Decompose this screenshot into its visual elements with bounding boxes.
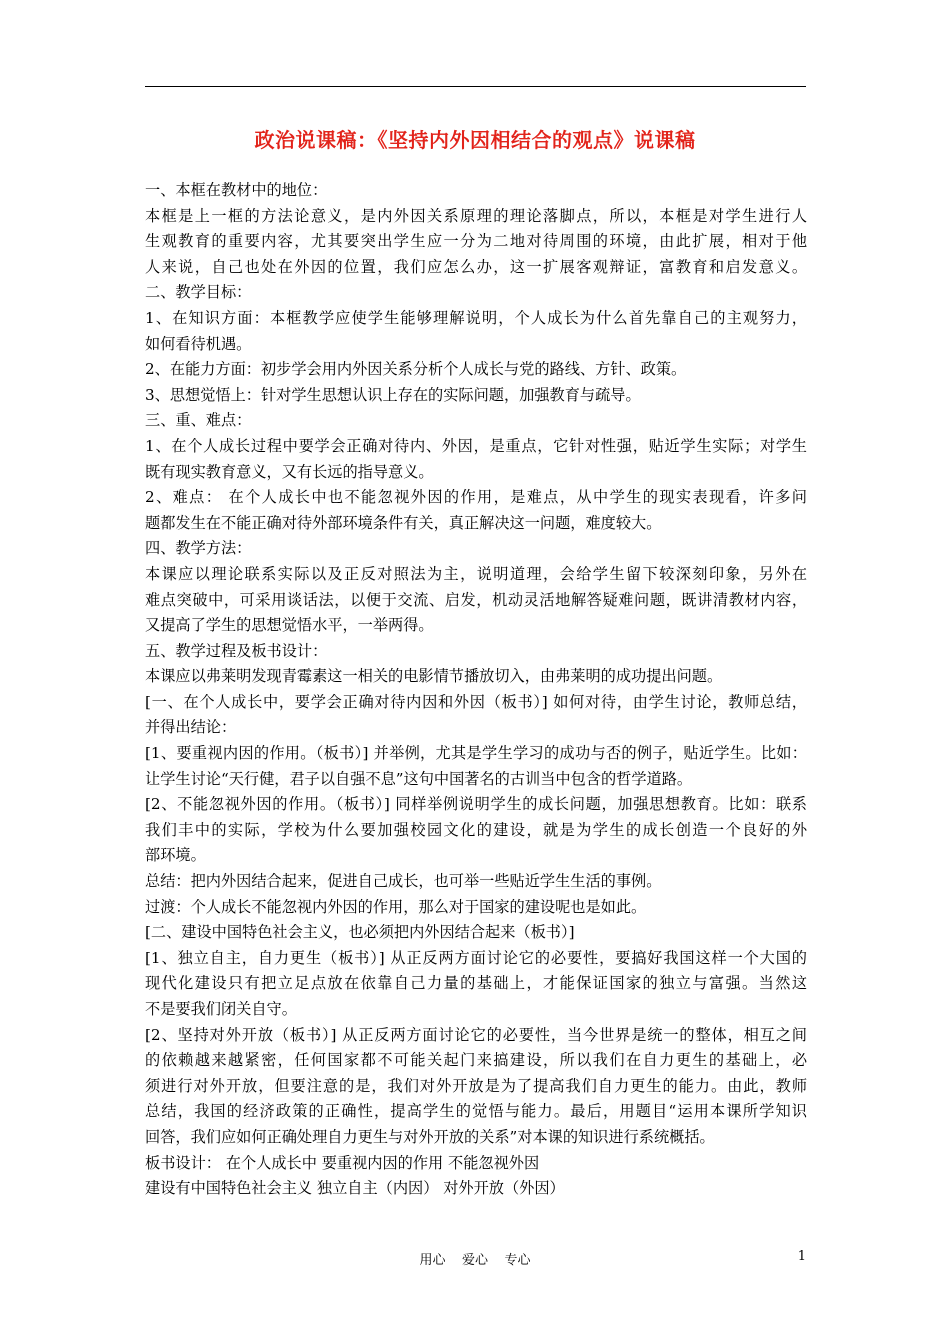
text-line: 本课应以弗莱明发现青霉素这一相关的电影情节播放切入，由弗莱明的成功提出问题。 (145, 667, 723, 686)
text-line: 板书设计： 在个人成长中 要重视内因的作用 不能忽视外因 (145, 1153, 540, 1172)
footer-motto: 用心 爱心 专心 (419, 1253, 531, 1268)
text-line: 又提高了学生的思想觉悟水平，一举两得。 (145, 616, 434, 635)
text-line: 一、本框在教材中的地位： (145, 181, 328, 199)
text-line: 生观教育的重要内容，尤其要突出学生应一分为二地对待周围的环境，由此扩展，相对于他 (145, 232, 807, 251)
text-line: 如何看待机遇。 (145, 334, 252, 353)
text-line: [一、在个人成长中，要学会正确对待内因和外因（板书）] 如何对待，由学生讨论，教师总结， (145, 692, 807, 711)
text-line: [1、要重视内因的作用。（板书）] 并举例，尤其是学生学习的成功与否的例子，贴近学生。比如： (145, 744, 807, 763)
text-line: [2、坚持对外开放（板书）] 从正反两方面讨论它的必要性，当今世界是统一的整体，相互之间 (145, 1025, 807, 1044)
text-line: 1、在个人成长过程中要学会正确对待内、外因，是重点，它针对性强，贴近学生实际；对学生 (145, 436, 807, 455)
text-line: 二、教学目标： (145, 283, 252, 302)
text-line: [2、不能忽视外因的作用。（板书）] 同样举例说明学生的成长问题，加强思想教育。比如：联系 (145, 795, 807, 814)
text-line: 本课应以理论联系实际以及正反对照法为主，说明道理，会给学生留下较深刻印象，另外在 (145, 564, 807, 583)
text-line: 部环境。 (145, 846, 206, 865)
text-line: 总结：把内外因结合起来，促进自己成长，也可举一些贴近学生生活的事例。 (145, 872, 662, 891)
text-line: 2、在能力方面：初步学会用内外因关系分析个人成长与党的路线、方针、政策。 (145, 360, 687, 379)
document-title: 政治说课稿：《坚持内外因相结合的观点》说课稿 (254, 128, 696, 152)
text-line: 四、教学方法： (145, 539, 252, 558)
text-line: 三、重、难点： (145, 411, 252, 430)
page-number: 1 (797, 1249, 806, 1264)
text-line: 现代化建设只有把立足点放在依靠自己力量的基础上，才能保证国家的独立与富强。当然这 (145, 974, 807, 993)
text-line: 1、在知识方面：本框教学应使学生能够理解说明，个人成长为什么首先靠自己的主观努力， (145, 308, 807, 327)
header-rule (145, 86, 806, 87)
text-line: [二、建设中国特色社会主义，也必须把内外因结合起来（板书）] (145, 923, 575, 942)
text-line: 题都发生在不能正确对待外部环境条件有关，真正解决这一问题，难度较大。 (145, 513, 662, 532)
text-line: 2、难点： 在个人成长中也不能忽视外因的作用，是难点，从中学生的现实表现看，许多问 (145, 488, 807, 507)
text-line: 本框是上一框的方法论意义，是内外因关系原理的理论落脚点，所以，本框是对学生进行人 (145, 206, 807, 225)
text-line: 建设有中国特色社会主义 独立自主（内因） 对外开放（外因） (145, 1179, 565, 1198)
text-line: 不是要我们闭关自守。 (145, 1000, 297, 1018)
text-line: 过渡：个人成长不能忽视内外因的作用，那么对于国家的建设呢也是如此。 (145, 897, 647, 916)
text-line: 总结，我国的经济政策的正确性，提高学生的觉悟与能力。最后，用题目“运用本课所学知识 (145, 1102, 807, 1121)
text-line: 我们丰中的实际，学校为什么要加强校园文化的建设，就是为学生的成长创造一个良好的外 (145, 820, 807, 839)
text-line: 回答，我们应如何正确处理自力更生与对外开放的关系”对本课的知识进行系统概括。 (145, 1127, 715, 1146)
text-line: 人来说，自己也处在外因的位置，我们应怎么办，这一扩展客观辩证，富教育和启发意义。 (145, 257, 807, 276)
text-line: [1、独立自主，自力更生（板书）] 从正反两方面讨论它的必要性，要搞好我国这样一个大国的 (145, 948, 807, 967)
text-line: 并得出结论： (145, 718, 237, 737)
document-body (145, 178, 807, 1202)
text-line: 3、思想觉悟上：针对学生思想认识上存在的实际问题，加强教育与疏导。 (145, 385, 641, 404)
text-line: 让学生讨论“天行健，君子以自强不息”这句中国著名的古训当中包含的哲学道路。 (145, 769, 693, 788)
text-line: 的依赖越来越紧密，任何国家都不可能关起门来搞建设，所以我们在自力更生的基础上，必 (145, 1051, 807, 1070)
text-line: 须进行对外开放，但要注意的是，我们对外开放是为了提高我们自力更生的能力。由此，教师 (145, 1076, 807, 1095)
text-line: 五、教学过程及板书设计： (145, 641, 328, 660)
text-line: 既有现实教育意义，又有长远的指导意义。 (145, 462, 434, 481)
text-line: 难点突破中，可采用谈话法，以便于交流、启发，机动灵活地解答疑难问题，既讲清教材内容， (145, 590, 807, 609)
